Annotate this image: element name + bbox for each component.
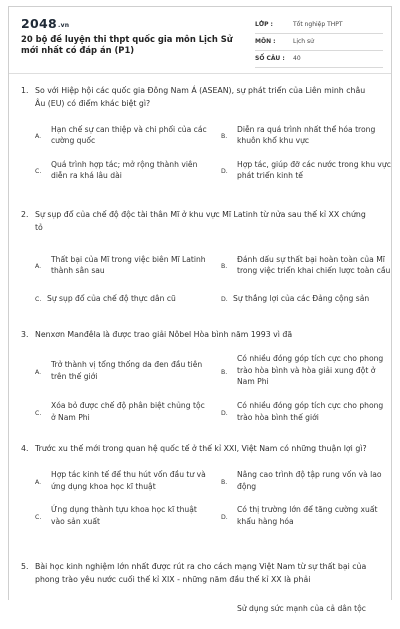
answer-option-b[interactable] bbox=[221, 594, 395, 624]
answer-options bbox=[9, 594, 391, 629]
answer-option-a[interactable] bbox=[35, 244, 209, 286]
question-list bbox=[9, 85, 391, 629]
option-text: Sử dụng sức mạnh của cả dân tộc bbox=[237, 604, 366, 614]
meta-label: LỚP : bbox=[255, 21, 273, 28]
option-text: Hợp tác, giúp đỡ các nước trong khu vực phát triển kinh tế bbox=[237, 159, 391, 180]
answer-options bbox=[9, 466, 391, 536]
logo-suffix: .vn bbox=[58, 22, 70, 29]
question-number: 4. bbox=[21, 444, 29, 453]
answer-option-a[interactable] bbox=[35, 350, 209, 392]
worksheet-page bbox=[8, 6, 392, 614]
option-letter: B. bbox=[221, 478, 228, 486]
answer-option-b[interactable] bbox=[221, 244, 395, 286]
answer-option-c[interactable] bbox=[35, 155, 209, 185]
question-number: 3. bbox=[21, 330, 29, 339]
question-4 bbox=[9, 443, 391, 561]
question-text: Trước xu thế mới trong quan hệ quốc tế ở thế kỉ XXI, Việt Nam có những thuận lợi gì? bbox=[35, 444, 367, 453]
question-1 bbox=[9, 85, 391, 209]
question-number: 1. bbox=[21, 86, 29, 95]
option-text: Trở thành vị tổng thống da đen đầu tiên trên thế giới bbox=[51, 360, 203, 381]
option-text: Quá trình hợp tác; mở rộng thành viên diễn ra khá lâu dài bbox=[51, 159, 198, 180]
header-divider bbox=[9, 73, 391, 74]
answer-option-b[interactable] bbox=[221, 350, 395, 392]
option-text: Đánh dấu sự thất bại hoàn toàn của Mĩ trong việc triển khai chiến lược toàn cầu bbox=[237, 254, 391, 275]
answer-option-c[interactable] bbox=[35, 397, 209, 427]
option-letter: B. bbox=[221, 263, 228, 270]
document-header bbox=[9, 7, 391, 69]
question-text: Nenxơn Manđêla là được trao giải Nôbel Hòa bình năm 1993 vì đã bbox=[35, 330, 293, 339]
option-text: Thất bại của Mĩ trong việc biên Mĩ Latinh thành sân sau bbox=[51, 254, 206, 275]
meta-value: Tốt nghiệp THPT bbox=[293, 21, 343, 28]
option-letter bbox=[221, 608, 233, 611]
option-letter: B. bbox=[221, 133, 228, 140]
option-text: Hạn chế sự can thiệp và chi phối của các cường quốc bbox=[51, 124, 207, 145]
question-number: 2. bbox=[21, 210, 29, 219]
answer-option-c[interactable] bbox=[35, 291, 209, 307]
question-text: So với Hiệp hội các quốc gia Đông Nam Á (ASEAN), sự phát triển của Liên minh châu Âu (EU) có điểm khác biệt gì? bbox=[35, 86, 366, 108]
answer-options bbox=[9, 350, 391, 432]
question-3 bbox=[9, 329, 391, 443]
meta-label: MÔN : bbox=[255, 38, 276, 45]
answer-option-a[interactable] bbox=[35, 466, 209, 496]
meta-row-subject bbox=[255, 35, 383, 51]
meta-row-question-count bbox=[255, 52, 383, 68]
option-letter: C. bbox=[35, 295, 42, 303]
answer-option-b[interactable] bbox=[221, 120, 395, 150]
meta-value: Lịch sử bbox=[293, 38, 314, 45]
answer-option-c[interactable] bbox=[35, 501, 209, 531]
option-letter: D. bbox=[221, 409, 228, 417]
option-letter: A. bbox=[35, 368, 42, 376]
option-text: Hợp tác kinh tế để thu hút vốn đầu tư và ứng dụng khoa học kĩ thuật bbox=[51, 470, 206, 491]
option-letter: C. bbox=[35, 409, 42, 417]
option-letter: D. bbox=[221, 168, 228, 175]
option-text: Sự thắng lợi của các Đảng cộng sản bbox=[233, 294, 370, 304]
answer-options bbox=[9, 120, 391, 190]
question-stem bbox=[9, 443, 391, 456]
answer-option-d[interactable] bbox=[221, 501, 395, 531]
site-logo[interactable] bbox=[21, 16, 69, 31]
answer-options bbox=[9, 244, 391, 313]
option-letter: B. bbox=[221, 368, 228, 376]
answer-option-b[interactable] bbox=[221, 466, 395, 496]
answer-option-a[interactable] bbox=[35, 120, 209, 150]
logo-main: 2048 bbox=[21, 16, 57, 31]
option-text: Có nhiều đóng góp tích cực cho phong trào hòa bình và hòa giải xung đột ở Nam Phi bbox=[237, 354, 384, 387]
option-letter: D. bbox=[221, 513, 228, 521]
question-stem bbox=[9, 85, 391, 110]
answer-option-a[interactable] bbox=[35, 594, 209, 624]
document-meta bbox=[255, 18, 383, 69]
meta-row-class bbox=[255, 18, 383, 34]
question-text: Sự sụp đổ của chế độ độc tài thân Mĩ ở khu vực Mĩ Latinh từ nửa sau thế kỉ XX chứng tỏ bbox=[35, 210, 366, 232]
option-letter: C. bbox=[35, 168, 42, 175]
option-letter: A. bbox=[35, 263, 42, 270]
meta-value: 40 bbox=[293, 55, 301, 62]
option-letter: D. bbox=[221, 295, 228, 303]
question-2 bbox=[9, 209, 391, 329]
meta-label: SỐ CÂU : bbox=[255, 55, 285, 62]
option-text: Ứng dụng thành tựu khoa học kĩ thuật vào sản xuất bbox=[51, 505, 197, 526]
question-number: 5. bbox=[21, 562, 29, 571]
answer-option-d[interactable] bbox=[221, 155, 395, 185]
document-title: 20 bộ đề luyện thi thpt quốc gia môn Lịch Sử mới nhất có đáp án (P1) bbox=[21, 34, 233, 55]
answer-option-d[interactable] bbox=[221, 291, 395, 307]
question-5 bbox=[9, 561, 391, 629]
option-text: Có nhiều đóng góp tích cực cho phong trào hòa bình thế giới bbox=[237, 401, 384, 422]
question-stem bbox=[9, 561, 391, 586]
option-letter bbox=[35, 608, 47, 611]
option-letter: C. bbox=[35, 513, 42, 521]
option-text: Sự sụp đổ của chế độ thực dân cũ bbox=[47, 294, 176, 304]
option-text: Diễn ra quá trình nhất thể hóa trong khuôn khổ khu vực bbox=[237, 124, 376, 145]
option-text: Xóa bỏ được chế độ phân biệt chủng tộc ở Nam Phi bbox=[51, 401, 205, 422]
option-letter: A. bbox=[35, 133, 42, 140]
answer-option-d[interactable] bbox=[221, 397, 395, 427]
option-text: Nâng cao trình độ tập rung vốn và lao động bbox=[237, 470, 382, 491]
option-text: Có thị trường lớn để tăng cường xuất khẩu hàng hóa bbox=[237, 505, 378, 526]
question-stem bbox=[9, 329, 391, 342]
option-letter: A. bbox=[35, 478, 42, 486]
question-text: Bài học kinh nghiệm lớn nhất được rút ra cho cách mạng Việt Nam từ sự thất bại của phong trào yêu nước cuối thế kỉ XIX - những năm đầu thế kỉ XX là phải bbox=[35, 562, 367, 584]
question-stem bbox=[9, 209, 391, 234]
